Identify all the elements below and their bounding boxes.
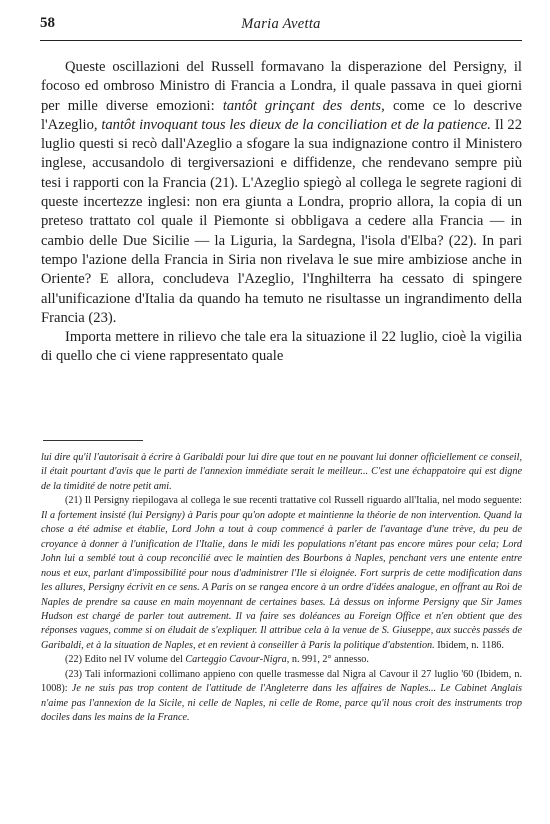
header-rule bbox=[40, 40, 522, 41]
paragraph-1-text-2: come ce lo descrive l'Azeglio, bbox=[41, 97, 522, 133]
footnote-22-ref: n. 991, 2° annesso. bbox=[289, 654, 369, 666]
footnote-21-ref: Ibidem, n. 1186. bbox=[434, 639, 504, 651]
footnote-23-intro: (23) Tali informazioni collimano appieno con quelle trasmesse dal Nigra al Cavour il 27 luglio '60 (Ibidem, n. 1008): bbox=[41, 668, 522, 695]
page-number: 58 bbox=[40, 15, 55, 31]
paragraph-1 bbox=[41, 58, 522, 328]
footnote-21 bbox=[41, 494, 522, 653]
paragraph-1-text: Queste oscillazioni del Russell formavano la disperazione del Persigny, il focoso ed ombroso Ministro di Francia a Londra, il quale passava in quei giorni per mille diverse emozioni: bbox=[41, 59, 522, 114]
page-header bbox=[40, 15, 522, 39]
paragraph-2: Importa mettere in rilievo che tale era la situazione il 22 luglio, cioè la vigilia di quello che ci viene rappresentato quale bbox=[41, 329, 522, 365]
footnote-23-quote: Je ne suis pas trop content de l'attitude de l'Angleterre dans les affaires de Naples... Le Cabinet Anglais n'aime pas l'annexion de la Sicile, ni celle de Naples, ni celle de Rome, parce qu'il nous croit des instruments trop dociles dans les mains de la France. bbox=[41, 683, 523, 724]
running-head: Maria Avetta bbox=[241, 16, 321, 32]
footnote-21-quote: Il a fortement insisté (lui Persigny) à Paris pour qu'on adopte et maintienne la théorie de non intervention. Quand la chose a été admise et établie, Lord John a tout à coup commencé à parler de l'avantage d'une trève, du peu de croyance à donner à l'unification de l'Italie, dans le midi les populations n'étant pas encore mûres pour cela; Lord John lui a semblé tout à coup reconcilié avec le maintien des Bourbons à Naples, penchant vers une entente entre nous et eux, parlant d'impossibilité pour nous d'administrer l'Ile si éloignée. Fort surpris de cette modification dans les allures, Persigny écrivit en ce sens. A Paris on se rangea encore à un ordre d'idées analogue, en offrant au Roi de Naples de prendre sa cause en main moyennant de certaines bases. Là dessus on informe Persigny que Sir James Hudson est chargé de parler tout autrement. Il va faire ses doléances au Foreign Office et n'en obtient que des réponses vagues, comme si on éludait de s'expliquer. Il attribue cela à la venue de S. Giuseppe, aux succès passés de Garibaldi, et à la situation de Naples, et en revient à conseiller à Paris la politique d'abstention. bbox=[41, 509, 522, 651]
quote-french-2: tantôt invoquant tous les dieux de la conciliation et de la patience. bbox=[101, 116, 491, 133]
footnote-continuation: lui dire qu'il l'autorisait à écrire à Garibaldi pour lui dire que tout en ne pouvant lui donner officiellement ce conseil, il était pourtant d'avis que le parti de l'annexion immédiate serait le meilleur... C'est une échappatoire qui est digne de la timidité de notre petit ami. bbox=[41, 452, 522, 492]
footnotes bbox=[41, 451, 522, 726]
paragraph-1-text-3: Il 22 luglio questi si recò dall'Azeglio a sfogare la sua indignazione contro il Ministero inglese, accusandolo di tergiversazioni e diffidenze, che rendevano sempre più tesi i rapporti con la Francia (21). L'Azeglio spiegò al collega le segrete ragioni di queste incertezze inglesi: non era giunta a Londra, proprio allora, la copia di un preteso trattato col quale il Piemonte si obbligava a cedere alla Francia — in cambio delle Due Sicilie — la Liguria, la Sardegna, l'isola d'Elba? (22). In pari tempo l'azione della Francia in Siria non rivelava le sue mire ambiziose anche in Oriente? E allora, concludeva l'Azeglio, l'Inghilterra ha cessato di spingere all'unificazione d'Italia da quando ha temuto ne risultasse un ingrandimento della Francia (23). bbox=[41, 116, 522, 326]
quote-french-1: tantôt grinçant des dents, bbox=[222, 97, 385, 114]
footnote-23 bbox=[41, 668, 522, 726]
footnote-22-title: Carteggio Cavour-Nigra, bbox=[185, 654, 290, 666]
main-text bbox=[41, 58, 522, 367]
footnote-22-intro: (22) Edito nel IV volume del bbox=[65, 654, 186, 666]
footnote-21-intro: (21) Il Persigny riepilogava al collega le sue recenti trattative col Russell riguardo all'Italia, nel modo seguente: bbox=[65, 495, 522, 507]
footnote-22 bbox=[41, 653, 522, 667]
footnote-separator bbox=[43, 440, 143, 441]
